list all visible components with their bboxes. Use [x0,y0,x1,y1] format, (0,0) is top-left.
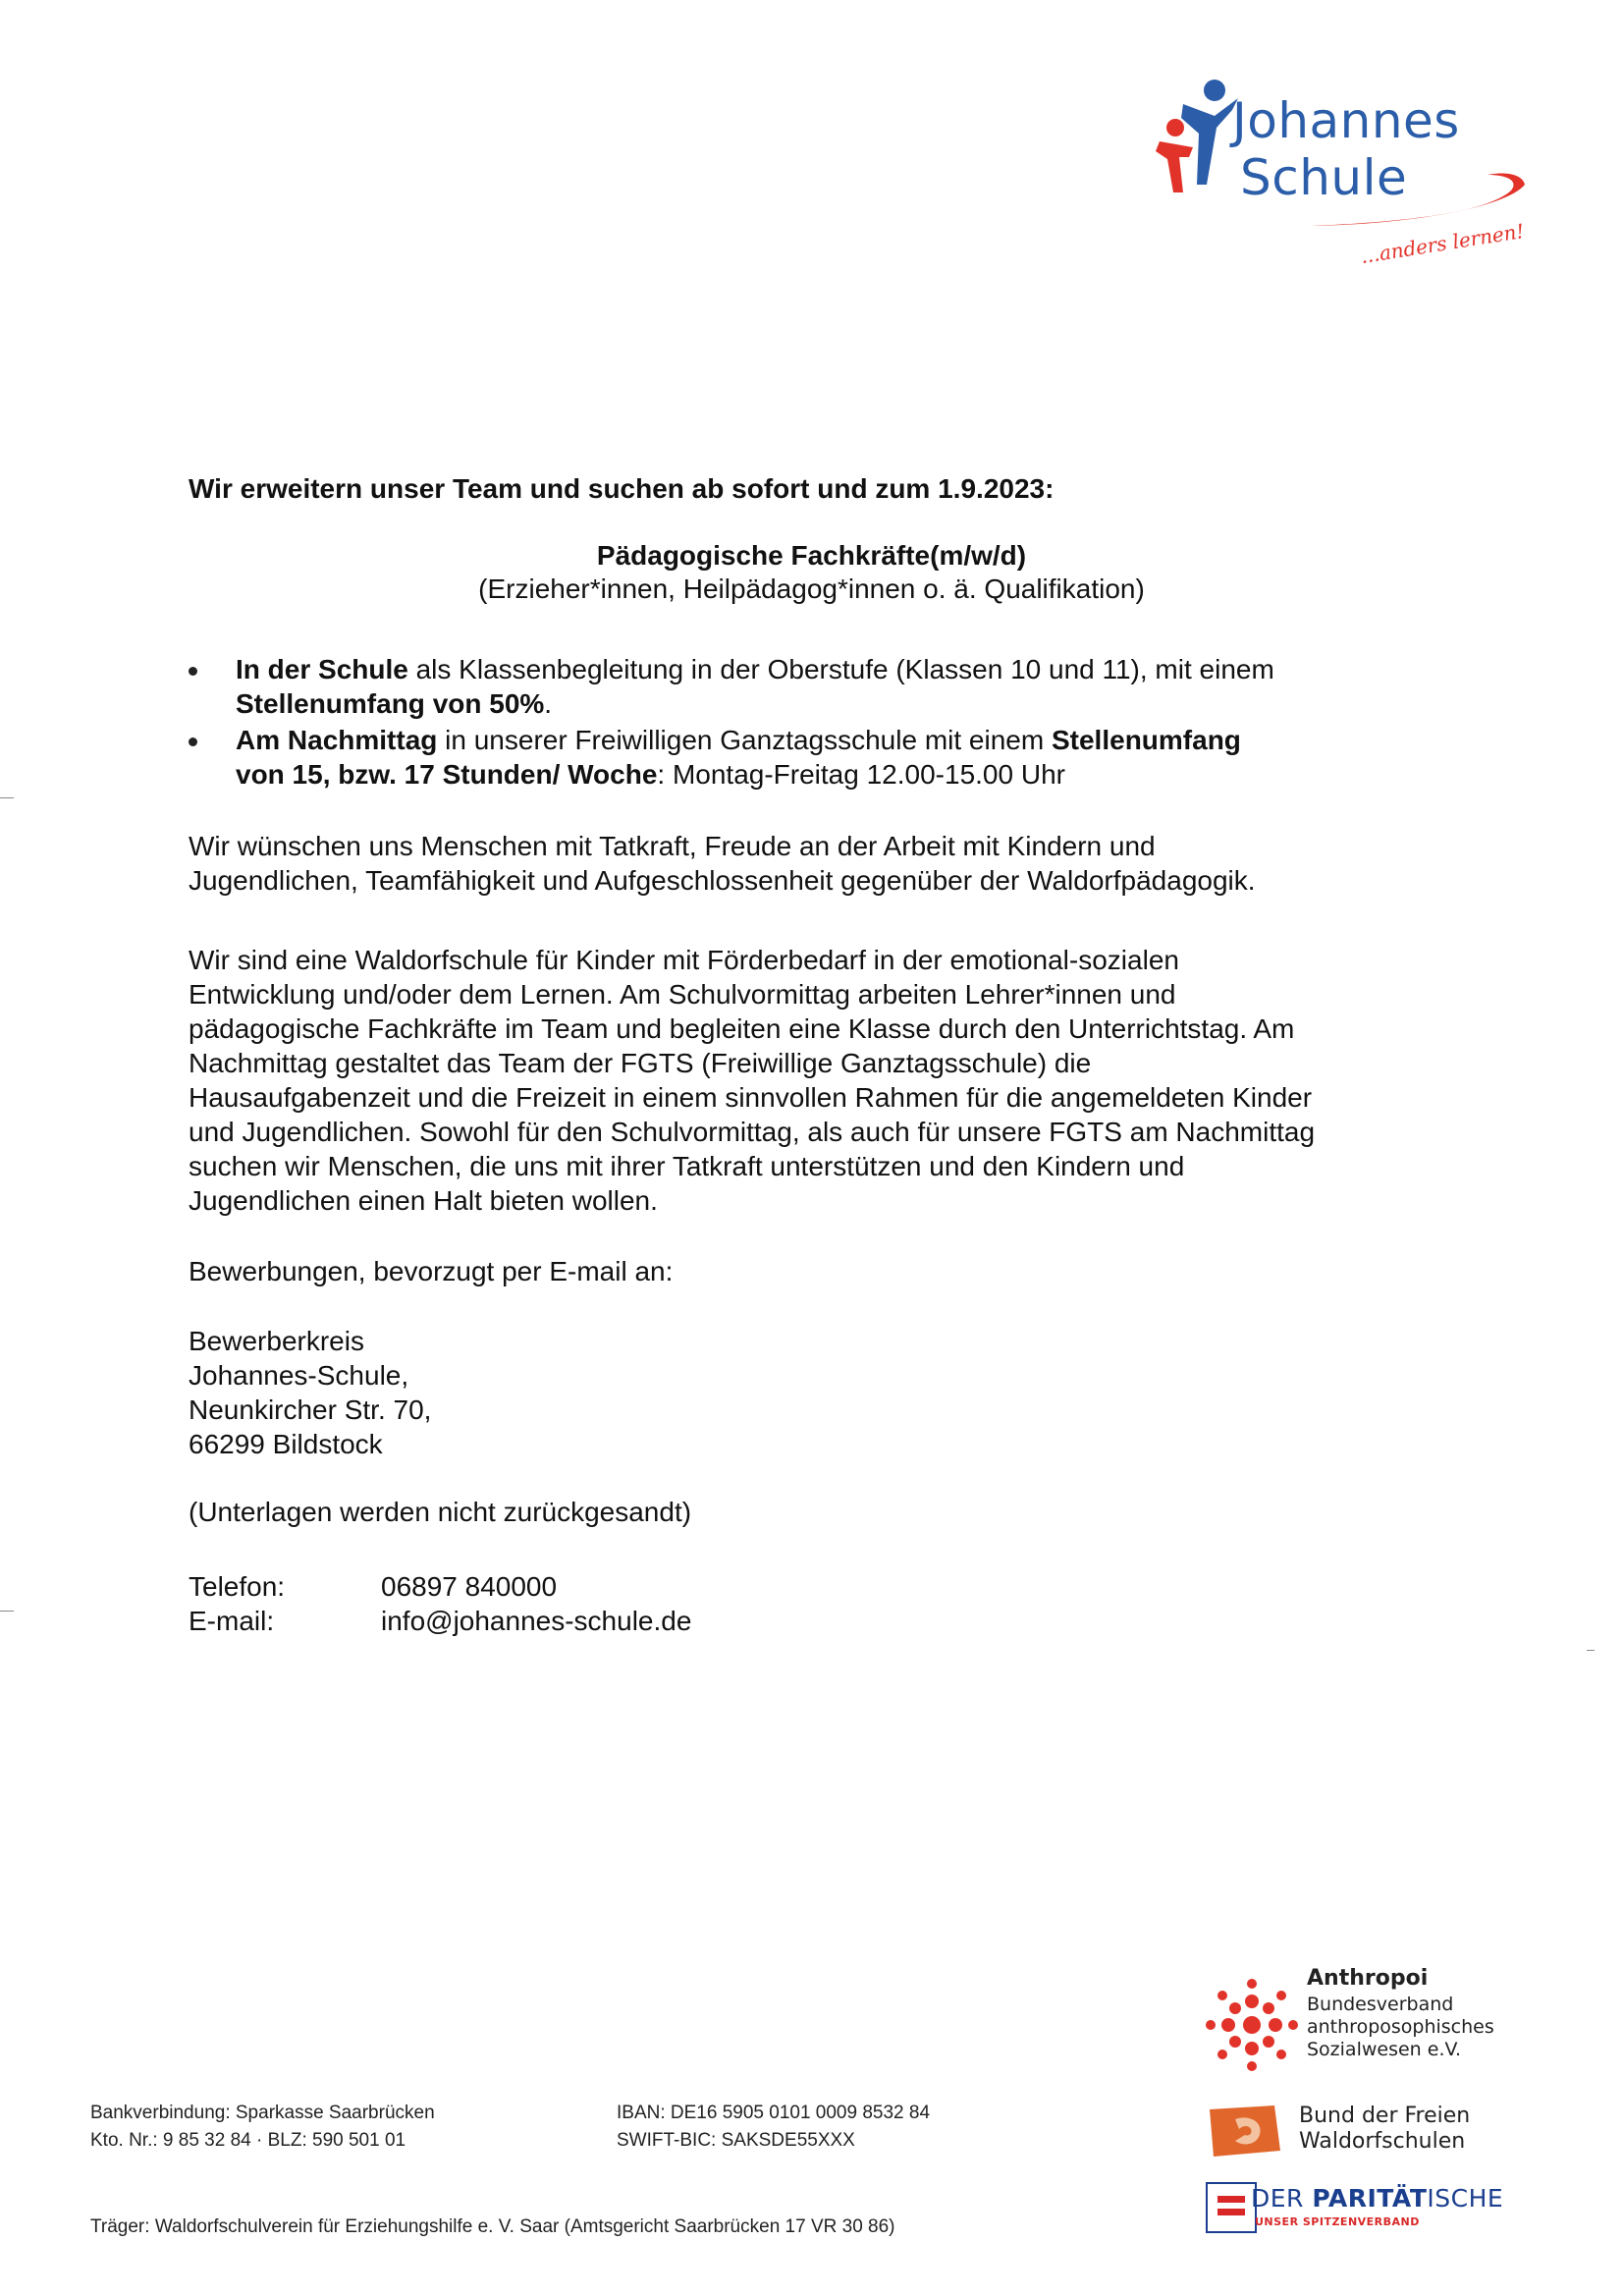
address-line: Bewerberkreis [189,1326,364,1356]
text-line: Nachmittag gestaltet das Team der FGTS (Freiwillige Ganztagsschule) die [189,1048,1092,1078]
bullet-text: . [544,688,553,719]
logo-tagline: ...anders lernen! [1359,218,1526,269]
anthropoi-flower-icon [1203,1976,1301,2074]
apply-line: Bewerbungen, bevorzugt per E-mail an: [189,1256,674,1286]
text-line: Jugendlichen, Teamfähigkeit und Aufgeschlossenheit gegenüber der Waldorfpädagogik. [189,865,1256,896]
bullet-bold: Am Nachmittag [236,725,438,755]
iban-details [617,2100,930,2155]
bullet-item-afternoon [236,723,1463,792]
text-line: Jugendlichen einen Halt bieten wollen. [189,1185,658,1216]
account-line: Kto. Nr.: 9 85 32 84 · BLZ: 590 501 01 [90,2130,406,2151]
anthropoi-line: Bundesverband [1307,1994,1454,2015]
waldorf-federation-line: Waldorfschulen [1299,2129,1466,2154]
paritaetische-subline: UNSER SPITZENVERBAND [1255,2215,1420,2228]
text-line: Wir wünschen uns Menschen mit Tatkraft, Freude an der Arbeit mit Kindern und [189,831,1156,861]
phone-label: Telefon: [189,1571,286,1602]
paritaetische-logo [1206,2182,1579,2233]
bullet-icon [189,738,197,746]
paragraph-about-school [189,943,1465,1218]
margin-mark [0,1611,14,1612]
text-line: Wir sind eine Waldorfschule für Kinder mit Förderbedarf in der emotional-sozialen [189,945,1179,975]
address-line: Johannes-Schule, [189,1360,409,1391]
position-title: Pädagogische Fachkräfte(m/w/d) [596,540,1027,571]
iban-line: IBAN: DE16 5905 0101 0009 8532 84 [617,2103,931,2123]
logo-word-johannes: Johannes [1232,92,1460,149]
contact-block [189,1569,691,1638]
paritaetische-name-a: DER [1251,2184,1313,2213]
documents-note: (Unterlagen werden nicht zurückgesandt) [189,1497,692,1527]
text-line: Hausaufgabenzeit und die Freizeit in einem sinnvollen Rahmen für die angemeldeten Kinder [189,1082,1313,1113]
bic-line: SWIFT-BIC: SAKSDE55XXX [617,2130,855,2151]
text-line: Entwicklung und/oder dem Lernen. Am Schulvormittag arbeiten Lehrer*innen und [189,979,1176,1010]
text-line: pädagogische Fachkräfte im Team und begleiten eine Klasse durch den Unterrichtstag. Am [189,1013,1295,1044]
logo-word-schule: Schule [1240,149,1408,206]
paritaetische-name-c: ISCHE [1427,2184,1504,2213]
phone-number: 06897 840000 [381,1571,558,1602]
phone-row [189,1569,691,1604]
bullet-text: : Montag-Freitag 12.00-15.00 Uhr [657,759,1065,790]
bullet-text: in unserer Freiwilligen Ganztagsschule mit einem [437,725,1052,755]
waldorf-federation-logo [1203,2100,1576,2178]
margin-mark [1587,1650,1595,1651]
paritaetische-square-icon [1206,2182,1257,2233]
sponsor-line: Träger: Waldorfschulverein für Erziehungshilfe e. V. Saar (Amtsgericht Saarbrücken 17 VR 30 86) [90,2216,895,2237]
bullet-item-school [236,652,1463,721]
school-logo [1154,77,1527,273]
anthropoi-line: Sozialwesen e.V. [1307,2039,1462,2060]
waldorf-federation-line: Bund der Freien [1299,2104,1471,2128]
margin-mark [0,797,14,798]
bullet-bold: In der Schule [236,654,408,684]
text-line: und Jugendlichen. Sowohl für den Schulvormittag, als auch für unsere FGTS am Nachmittag [189,1117,1316,1147]
school-figure-icon [1154,77,1242,204]
address-line: Neunkircher Str. 70, [189,1394,432,1425]
address-line: 66299 Bildstock [189,1429,383,1459]
bank-line: Bankverbindung: Sparkasse Saarbrücken [90,2103,435,2123]
bullet-bold: Stellenumfang [1051,725,1241,755]
headline: Wir erweitern unser Team und suchen ab sofort und zum 1.9.2023: [189,473,1055,504]
email-address[interactable]: info@johannes-schule.de [381,1606,692,1636]
anthropoi-name: Anthropoi [1307,1966,1429,1991]
waldorf-federation-icon [1206,2104,1284,2159]
email-row [189,1604,691,1638]
anthropoi-logo [1203,1966,1576,2084]
email-label: E-mail: [189,1606,275,1636]
bullet-icon [189,667,197,676]
bullet-bold: Stellenumfang von 50% [236,688,545,719]
postal-address [189,1324,431,1461]
anthropoi-line: anthroposophisches [1307,2016,1494,2038]
text-line: suchen wir Menschen, die uns mit ihrer Tatkraft unterstützen und den Kindern und [189,1151,1185,1181]
position-subtitle: (Erzieher*innen, Heilpädagog*innen o. ä. Qualifikation) [478,574,1145,604]
paragraph-wishes [189,829,1465,898]
paritaetische-name [1251,2184,1503,2213]
bank-details [90,2100,435,2155]
bullet-bold: von 15, bzw. 17 Stunden/ Woche [236,759,658,790]
bullet-text: als Klassenbegleitung in der Oberstufe (Klassen 10 und 11), mit einem [407,654,1274,684]
paritaetische-name-b: PARITÄT [1312,2184,1428,2213]
